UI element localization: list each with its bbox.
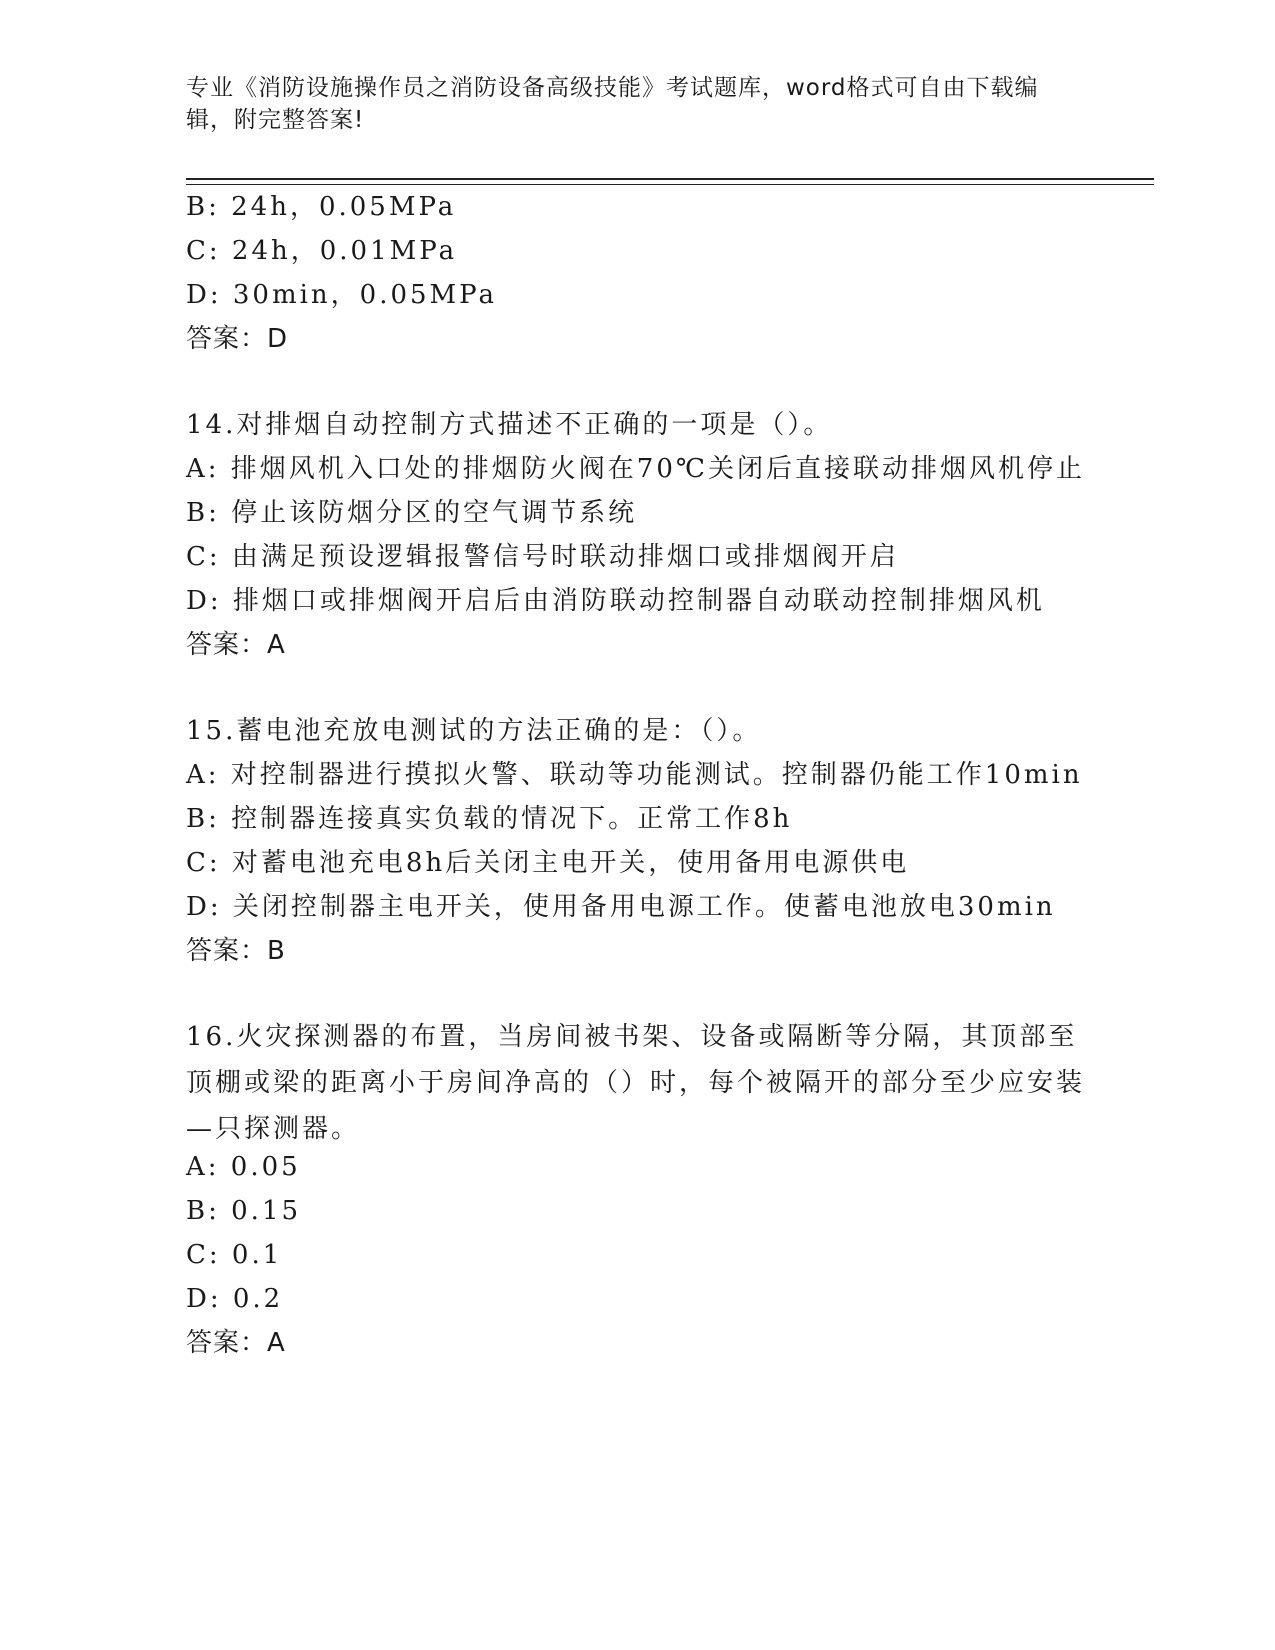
q16-option-d: D: 0.2 [186, 1284, 284, 1314]
q16-answer: 答案：A [186, 1328, 286, 1358]
q15-option-c: C: 对蓄电池充电8h后关闭主电开关，使用备用电源供电 [186, 848, 910, 878]
q15-question: 15.蓄电池充放电测试的方法正确的是：（）。 [186, 716, 762, 746]
q16-option-a: A: 0.05 [186, 1152, 301, 1182]
q15-option-d: D: 关闭控制器主电开关，使用备用电源工作。使蓄电池放电30min [186, 892, 1056, 922]
q16-option-c: C: 0.1 [186, 1240, 283, 1270]
document-header: 专业《消防设施操作员之消防设备高级技能》考试题库，word格式可自由下载编辑，附完整答案! [186, 75, 1039, 133]
q16-question: 16.火灾探测器的布置，当房间被书架、设备或隔断等分隔，其顶部至顶棚或梁的距离小于房间净高的（）时，每个被隔开的部分至少应安装—只探测器。 [186, 1022, 1086, 1144]
q16-option-b: B: 0.15 [186, 1196, 302, 1226]
q13-option-d: D: 30min，0.05MPa [186, 280, 498, 310]
q15-answer: 答案：B [186, 936, 286, 966]
header-divider-thick [186, 178, 1154, 180]
q14-option-b: B: 停止该防烟分区的空气调节系统 [186, 498, 638, 528]
q15-option-a: A: 对控制器进行摸拟火警、联动等功能测试。控制器仍能工作10min [186, 760, 1083, 790]
q14-answer: 答案：A [186, 630, 286, 660]
header-divider-thin [186, 184, 1154, 185]
q13-option-c: C: 24h，0.01MPa [186, 236, 458, 266]
q14-question: 14.对排烟自动控制方式描述不正确的一项是（）。 [186, 410, 833, 440]
q14-option-d: D: 排烟口或排烟阀开启后由消防联动控制器自动联动控制排烟风机 [186, 586, 1045, 616]
q14-option-c: C: 由满足预设逻辑报警信号时联动排烟口或排烟阀开启 [186, 542, 899, 572]
q15-option-b: B: 控制器连接真实负载的情况下。正常工作8h [186, 804, 793, 834]
q14-option-a: A: 排烟风机入口处的排烟防火阀在70℃关闭后直接联动排烟风机停止 [186, 454, 1085, 484]
q13-answer: 答案：D [186, 324, 289, 354]
q13-option-b: B: 24h，0.05MPa [186, 192, 457, 222]
